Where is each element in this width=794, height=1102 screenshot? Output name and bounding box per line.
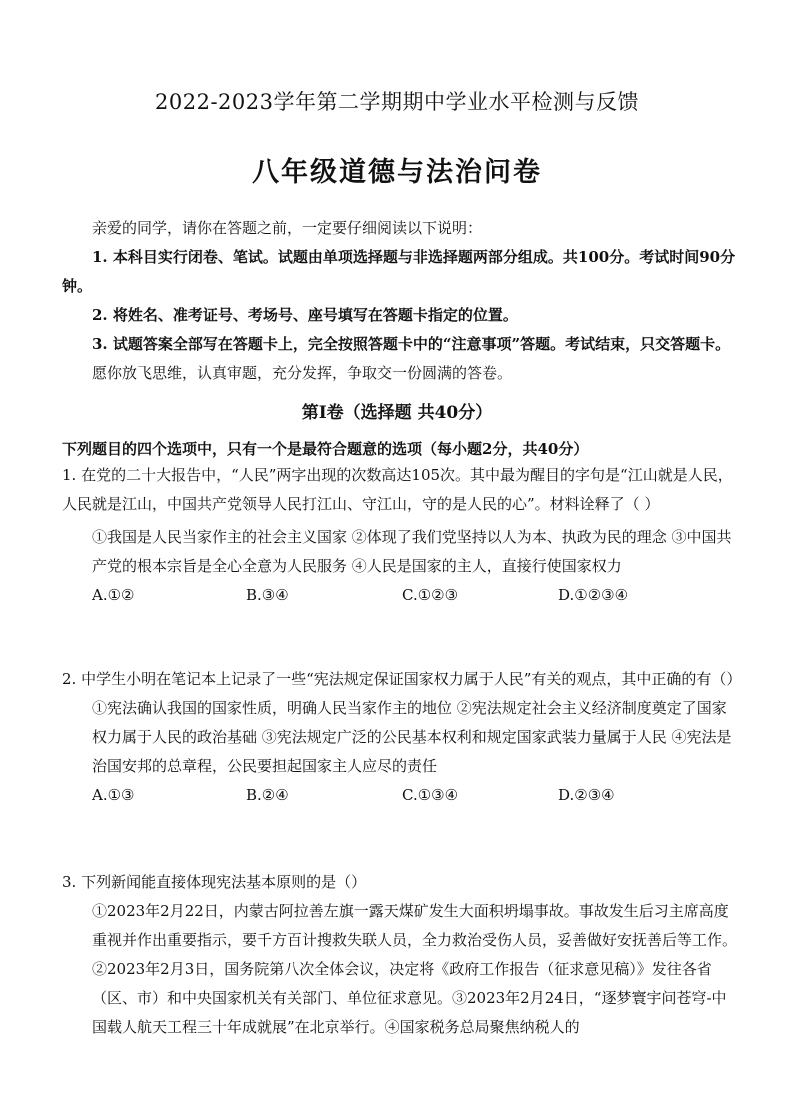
section-instruction: 下列题目的四个选项中，只有一个是最符合题意的选项（每小题2分，共40分）	[62, 440, 589, 458]
options-row	[62, 781, 738, 810]
greeting: 亲爱的同学，请你在答题之前，一定要仔细阅读以下说明：	[92, 219, 483, 237]
question-statements: ①宪法确认我国的国家性质，明确人民当家作主的地位 ②宪法规定社会主义经济制度奠定了国家权力属于人民的政治基础 ③宪法规定广泛的公民基本权利和规定国家武装力量属于人民 ④宪法是治国安邦的总章程，公民要担起国家主人应尽的责任	[92, 699, 732, 775]
option-a: A.①②	[92, 586, 135, 604]
option-d: D.①②③④	[558, 586, 629, 604]
question-stem: 3. 下列新闻能直接体现宪法基本原则的是（）	[62, 873, 367, 891]
question-statements: ①2023年2月22日，内蒙古阿拉善左旗一露天煤矿发生大面积坍塌事故。事故发生后习主席高度重视并作出重要指示，要千方百计搜救失联人员，全力救治受伤人员，妥善做好安抚善后等工作。②2023年2月3日，国务院第八次全体会议，决定将《政府工作报告（征求意见稿）》发往各省（区、市）和中央国家机关有关部门、单位征求意见。③2023年2月24日，“逐梦寰宇问苍穹-中国载人航天工程三十年成就展”在北京举行。④国家税务总局聚焦纳税人的	[92, 902, 738, 1036]
options-row	[62, 581, 738, 610]
instructions	[62, 214, 738, 388]
question-stem: 2. 中学生小明在笔记本上记录了一些“宪法规定保证国家权力属于人民”有关的观点，其中正确的有（）	[62, 670, 742, 688]
rule-2: 2. 将姓名、准考证号、考场号、座号填写在答题卡指定的位置。	[92, 306, 518, 324]
question-3	[62, 868, 738, 1042]
option-a: A.①③	[92, 786, 135, 804]
section-title: 第Ⅰ卷（选择题 共40分）	[301, 403, 493, 423]
wish: 愿你放飞思维，认真审题，充分发挥，争取交一份圆满的答卷。	[92, 364, 513, 382]
question-2	[62, 665, 742, 810]
rule-3: 3. 试题答案全部写在答题卡上，完全按照答题卡中的“注意事项”答题。考试结束，只交答题卡。	[92, 335, 731, 353]
question-statements: ①我国是人民当家作主的社会主义国家 ②体现了我们党坚持以人为本、执政为民的理念 ③中国共产党的根本宗旨是全心全意为人民服务 ④人民是国家的主人，直接行使国家权力	[92, 528, 732, 575]
question-stem: 1. 在党的二十大报告中，“人民”两字出现的次数高达105次。其中最为醒目的字句是“江山就是人民，人民就是江山，中国共产党领导人民打江山、守江山，守的是人民的心”。材料诠释了（ ）	[62, 466, 733, 513]
exam-subtitle: 八年级道德与法治问卷	[252, 157, 542, 188]
exam-title: 2022-2023学年第二学期期中学业水平检测与反馈	[155, 90, 639, 114]
rule-1: 1. 本科目实行闭卷、笔试。试题由单项选择题与非选择题两部分组成。共100分。考试时间90分钟。	[62, 248, 736, 295]
option-c: C.①②③	[402, 586, 459, 604]
option-d: D.②③④	[558, 786, 615, 804]
option-b: B.③④	[246, 586, 289, 604]
option-c: C.①③④	[402, 786, 459, 804]
option-b: B.②④	[246, 786, 289, 804]
question-1	[62, 461, 738, 610]
